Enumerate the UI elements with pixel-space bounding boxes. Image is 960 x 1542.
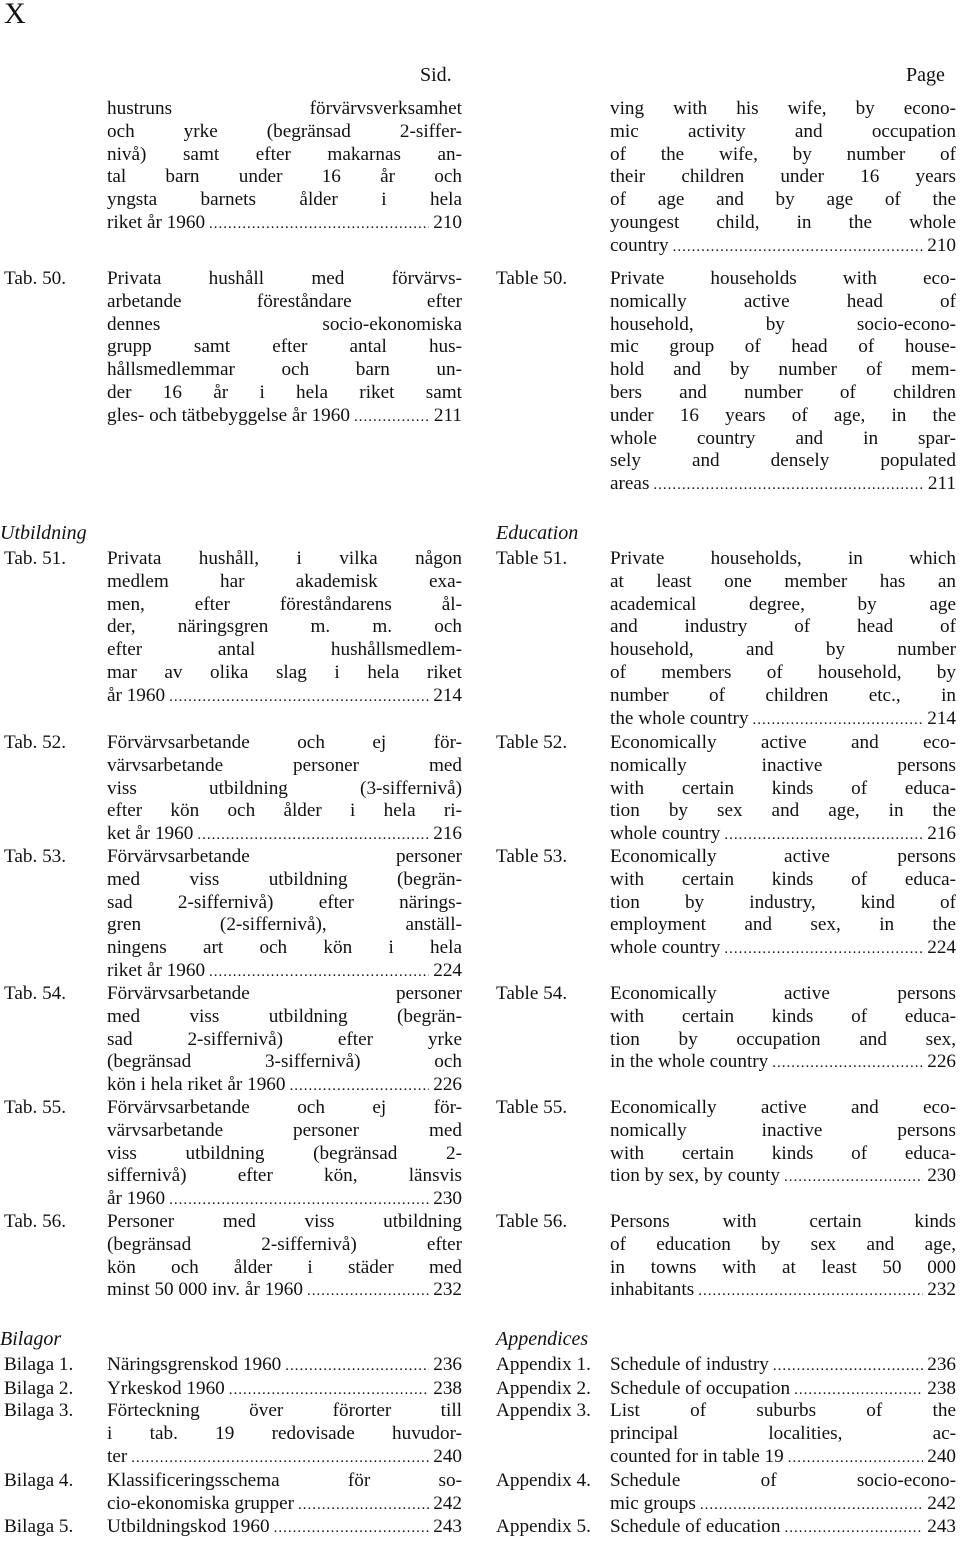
dot-leader xyxy=(794,1379,923,1402)
english-page-header: Page xyxy=(906,64,945,86)
en-entry-page-number: 224 xyxy=(927,937,956,959)
dot-leader xyxy=(131,1447,429,1470)
en-entry-label: Table 52. xyxy=(496,732,568,753)
en-entry-line: Economically active and eco- xyxy=(610,732,956,753)
sv-entry-line: tal barn under 16 år och xyxy=(107,166,462,188)
en-entry-line: Economically active persons xyxy=(610,983,956,1004)
sv-entry-label: Bilaga 3. xyxy=(4,1400,74,1421)
sv-entry-line: i tab. 19 redovisade huvudor- xyxy=(107,1422,462,1444)
en-entry-line: and industry of head of xyxy=(610,616,956,638)
dot-leader xyxy=(307,1280,429,1303)
en-entry-page-number: 238 xyxy=(927,1378,956,1399)
dot-leader xyxy=(772,1052,923,1075)
en-entry-page-number: 232 xyxy=(927,1279,956,1301)
sv-entry-label: Tab. 56. xyxy=(4,1211,67,1232)
sv-entry-line: Personer med viss utbildning xyxy=(107,1211,462,1232)
en-entry-last-line: the whole country xyxy=(610,707,749,729)
en-entry-page-number: 216 xyxy=(927,823,956,845)
sv-entry-page-number: 243 xyxy=(433,1516,462,1537)
en-entry-line: nomically inactive persons xyxy=(610,754,956,776)
section-heading-education-sv: Utbildning xyxy=(0,522,87,544)
en-entry-page-number: 243 xyxy=(927,1516,956,1537)
sv-entry-label: Tab. 55. xyxy=(4,1097,67,1118)
sv-entry-line: Förteckning över förorter till xyxy=(107,1400,462,1421)
en-entry-label: Appendix 4. xyxy=(496,1470,591,1491)
sv-entry-page-number: 242 xyxy=(433,1492,462,1514)
sv-entry-line: yngsta barnets ålder i hela xyxy=(107,189,462,211)
sv-entry-line: hustruns förvärvsverksamhet xyxy=(107,98,462,119)
en-entry-label: Table 51. xyxy=(496,548,568,569)
sv-entry-line: sad 2-siffernivå) efter yrke xyxy=(107,1028,462,1050)
dot-leader xyxy=(724,938,923,961)
en-entry-line: under 16 years of age, in the xyxy=(610,404,956,426)
sv-entry-last-line: Yrkeskod 1960 xyxy=(107,1378,225,1399)
sv-entry-line: nivå) samt efter makarnas an- xyxy=(107,143,462,165)
sv-entry-line: och yrke (begränsad 2-siffer- xyxy=(107,120,462,142)
sv-entry-page-number: 240 xyxy=(433,1445,462,1467)
en-entry-page-number: 214 xyxy=(927,707,956,729)
en-entry-line: with certain kinds of educa- xyxy=(610,1005,956,1027)
sv-entry-line: arbetande föreståndare efter xyxy=(107,290,462,312)
section-heading-appendices-en: Appendices xyxy=(496,1328,589,1350)
dot-leader xyxy=(169,1189,429,1212)
sv-entry-line: efter antal hushållsmedlem- xyxy=(107,639,462,661)
sv-entry-last-line: kön i hela riket år 1960 xyxy=(107,1074,286,1096)
dot-leader xyxy=(785,1517,924,1540)
sv-entry-label: Tab. 54. xyxy=(4,983,67,1004)
sv-entry-last-line: år 1960 xyxy=(107,684,166,706)
sv-entry-page-number: 226 xyxy=(433,1074,462,1096)
sv-entry-page-number: 211 xyxy=(433,404,462,426)
en-entry-line: number of children etc., in xyxy=(610,684,956,706)
sv-entry-line: Förvärvsarbetande och ej för- xyxy=(107,1097,462,1118)
en-entry-line: mic activity and occupation xyxy=(610,120,956,142)
en-entry-last-line: whole country xyxy=(610,937,721,959)
sv-entry-page-number: 232 xyxy=(433,1279,462,1301)
section-heading-appendices-sv: Bilagor xyxy=(0,1328,62,1350)
en-entry-line: bers and number of children xyxy=(610,381,956,403)
sv-entry-last-line: Utbildningskod 1960 xyxy=(107,1516,270,1537)
sv-entry-line: värvsarbetande personer med xyxy=(107,754,462,776)
dot-leader xyxy=(354,406,430,429)
en-entry-page-number: 240 xyxy=(927,1445,956,1467)
en-entry-label: Appendix 2. xyxy=(496,1378,591,1399)
en-entry-page-number: 242 xyxy=(927,1492,956,1514)
en-entry-label: Table 50. xyxy=(496,268,568,289)
en-entry-line: at least one member has an xyxy=(610,570,956,592)
swedish-page-header: Sid. xyxy=(420,64,452,86)
en-entry-page-number: 236 xyxy=(927,1354,956,1375)
sv-entry-page-number: 236 xyxy=(433,1354,462,1375)
en-entry-last-line: whole country xyxy=(610,823,721,845)
sv-entry-line: ningens art och kön i hela xyxy=(107,937,462,959)
dot-leader xyxy=(673,236,924,259)
sv-entry-line: Privata hushåll med förvärvs- xyxy=(107,268,462,289)
en-entry-last-line: inhabitants xyxy=(610,1279,695,1301)
en-entry-label: Appendix 3. xyxy=(496,1400,591,1421)
en-entry-page-number: 210 xyxy=(927,234,956,256)
en-entry-line: tion by industry, kind of xyxy=(610,891,956,913)
sv-entry-line: Förvärvsarbetande personer xyxy=(107,846,462,867)
dot-leader xyxy=(229,1379,429,1402)
en-entry-line: nomically inactive persons xyxy=(610,1119,956,1141)
sv-entry-last-line: riket år 1960 xyxy=(107,959,206,981)
en-entry-line: academical degree, by age xyxy=(610,593,956,615)
en-entry-line: Persons with certain kinds xyxy=(610,1211,956,1232)
dot-leader xyxy=(784,1166,923,1189)
sv-entry-line: (begränsad 3-siffernivå) och xyxy=(107,1051,462,1073)
en-entry-page-number: 230 xyxy=(927,1165,956,1187)
dot-leader xyxy=(753,709,924,732)
dot-leader xyxy=(788,1447,924,1470)
section-heading-education-en: Education xyxy=(496,522,579,544)
dot-leader xyxy=(773,1355,923,1378)
sv-entry-page-number: 214 xyxy=(433,684,462,706)
sv-entry-page-number: 238 xyxy=(433,1378,462,1399)
en-entry-line: Schedule of socio-econo- xyxy=(610,1470,956,1491)
sv-entry-label: Tab. 51. xyxy=(4,548,67,569)
sv-entry-line: men, efter föreståndarens ål- xyxy=(107,593,462,615)
en-entry-label: Appendix 5. xyxy=(496,1516,591,1537)
sv-entry-line: Klassificeringsschema för so- xyxy=(107,1470,462,1491)
en-entry-last-line: tion by sex, by county xyxy=(610,1165,781,1187)
en-entry-last-line: Schedule of occupation xyxy=(610,1378,791,1399)
en-entry-last-line: areas xyxy=(610,473,650,495)
sv-entry-line: Förvärvsarbetande personer xyxy=(107,983,462,1004)
sv-entry-line: efter kön och ålder i hela ri- xyxy=(107,800,462,822)
en-entry-line: Private households, in which xyxy=(610,548,956,569)
dot-leader xyxy=(698,1280,923,1303)
en-entry-line: in towns with at least 50 000 xyxy=(610,1256,956,1278)
sv-entry-line: sad 2-siffernivå) efter närings- xyxy=(107,891,462,913)
sv-entry-last-line: ket år 1960 xyxy=(107,823,194,845)
en-entry-line: mic group of head of house- xyxy=(610,336,956,358)
en-entry-line: with certain kinds of educa- xyxy=(610,777,956,799)
sv-entry-line: viss utbildning (3-siffernivå) xyxy=(107,777,462,799)
sv-entry-page-number: 210 xyxy=(433,211,462,233)
sv-entry-label: Bilaga 4. xyxy=(4,1470,74,1491)
en-entry-line: of age and by age of the xyxy=(610,189,956,211)
sv-entry-line: viss utbildning (begränsad 2- xyxy=(107,1142,462,1164)
en-entry-last-line: in the whole country xyxy=(610,1051,769,1073)
en-entry-line: their children under 16 years xyxy=(610,166,956,188)
sv-entry-line: siffernivå) efter kön, länsvis xyxy=(107,1165,462,1187)
sv-entry-line: Förvärvsarbetande och ej för- xyxy=(107,732,462,753)
en-entry-last-line: country xyxy=(610,234,669,256)
sv-entry-line: gren (2-siffernivå), anställ- xyxy=(107,914,462,936)
sv-entry-last-line: år 1960 xyxy=(107,1188,166,1210)
en-entry-last-line: Schedule of education xyxy=(610,1516,781,1537)
en-entry-line: employment and sex, in the xyxy=(610,914,956,936)
sv-entry-page-number: 230 xyxy=(433,1188,462,1210)
en-entry-page-number: 226 xyxy=(927,1051,956,1073)
dot-leader xyxy=(290,1075,430,1098)
sv-entry-last-line: cio-ekonomiska grupper xyxy=(107,1492,295,1514)
en-entry-last-line: counted for in table 19 xyxy=(610,1445,784,1467)
en-entry-label: Table 54. xyxy=(496,983,568,1004)
sv-entry-line: mar av olika slag i hela riket xyxy=(107,661,462,683)
en-entry-page-number: 211 xyxy=(927,473,956,495)
en-entry-line: with certain kinds of educa- xyxy=(610,1142,956,1164)
dot-leader xyxy=(169,686,429,709)
en-entry-label: Appendix 1. xyxy=(496,1354,591,1375)
en-entry-line: household, and by number xyxy=(610,639,956,661)
sv-entry-page-number: 224 xyxy=(433,959,462,981)
sv-entry-page-number: 216 xyxy=(433,823,462,845)
dot-leader xyxy=(197,824,429,847)
sv-entry-line: hållsmedlemmar och barn un- xyxy=(107,359,462,381)
dot-leader xyxy=(209,961,429,984)
sv-entry-line: (begränsad 2-siffernivå) efter xyxy=(107,1233,462,1255)
en-entry-line: of education by sex and age, xyxy=(610,1233,956,1255)
en-entry-line: household, by socio-econo- xyxy=(610,313,956,335)
en-entry-line: Private households with eco- xyxy=(610,268,956,289)
sv-entry-line: der 16 år i hela riket samt xyxy=(107,381,462,403)
en-entry-line: youngest child, in the whole xyxy=(610,211,956,233)
sv-entry-last-line: riket år 1960 xyxy=(107,211,206,233)
sv-entry-line: dennes socio-ekonomiska xyxy=(107,313,462,335)
sv-entry-label: Tab. 50. xyxy=(4,268,67,289)
en-entry-line: tion by occupation and sex, xyxy=(610,1028,956,1050)
en-entry-line: sely and densely populated xyxy=(610,450,956,472)
sv-entry-last-line: minst 50 000 inv. år 1960 xyxy=(107,1279,303,1301)
en-entry-label: Table 53. xyxy=(496,846,568,867)
en-entry-last-line: Schedule of industry xyxy=(610,1354,769,1375)
dot-leader xyxy=(724,824,923,847)
en-entry-line: List of suburbs of the xyxy=(610,1400,956,1421)
en-entry-label: Table 56. xyxy=(496,1211,568,1232)
en-entry-last-line: mic groups xyxy=(610,1492,696,1514)
sv-entry-line: kön och ålder i städer med xyxy=(107,1256,462,1278)
sv-entry-label: Tab. 53. xyxy=(4,846,67,867)
sv-entry-line: der, näringsgren m. m. och xyxy=(107,616,462,638)
dot-leader xyxy=(700,1494,923,1517)
dot-leader xyxy=(653,474,924,497)
sv-entry-label: Bilaga 5. xyxy=(4,1516,74,1537)
dot-leader xyxy=(285,1355,429,1378)
en-entry-line: tion by sex and age, in the xyxy=(610,800,956,822)
en-entry-label: Table 55. xyxy=(496,1097,568,1118)
en-entry-line: of members of household, by xyxy=(610,661,956,683)
sv-entry-last-line: gles- och tätbebyggelse år 1960 xyxy=(107,404,350,426)
en-entry-line: ving with his wife, by econo- xyxy=(610,98,956,119)
sv-entry-label: Bilaga 1. xyxy=(4,1354,74,1375)
en-entry-line: whole country and in spar- xyxy=(610,427,956,449)
en-entry-line: with certain kinds of educa- xyxy=(610,868,956,890)
en-entry-line: hold and by number of mem- xyxy=(610,359,956,381)
dot-leader xyxy=(298,1494,429,1517)
en-entry-line: Economically active persons xyxy=(610,846,956,867)
sv-entry-line: värvsarbetande personer med xyxy=(107,1119,462,1141)
sv-entry-line: med viss utbildning (begrän- xyxy=(107,1005,462,1027)
dot-leader xyxy=(274,1517,430,1540)
page-mark: X xyxy=(4,0,26,30)
sv-entry-line: medlem har akademisk exa- xyxy=(107,570,462,592)
sv-entry-last-line: Näringsgrenskod 1960 xyxy=(107,1354,282,1375)
sv-entry-last-line: ter xyxy=(107,1445,128,1467)
en-entry-line: principal localities, ac- xyxy=(610,1422,956,1444)
dot-leader xyxy=(209,213,429,236)
sv-entry-line: Privata hushåll, i vilka någon xyxy=(107,548,462,569)
sv-entry-label: Bilaga 2. xyxy=(4,1378,74,1399)
en-entry-line: nomically active head of xyxy=(610,290,956,312)
en-entry-line: Economically active and eco- xyxy=(610,1097,956,1118)
sv-entry-line: med viss utbildning (begrän- xyxy=(107,868,462,890)
sv-entry-line: grupp samt efter antal hus- xyxy=(107,336,462,358)
sv-entry-label: Tab. 52. xyxy=(4,732,67,753)
en-entry-line: of the wife, by number of xyxy=(610,143,956,165)
